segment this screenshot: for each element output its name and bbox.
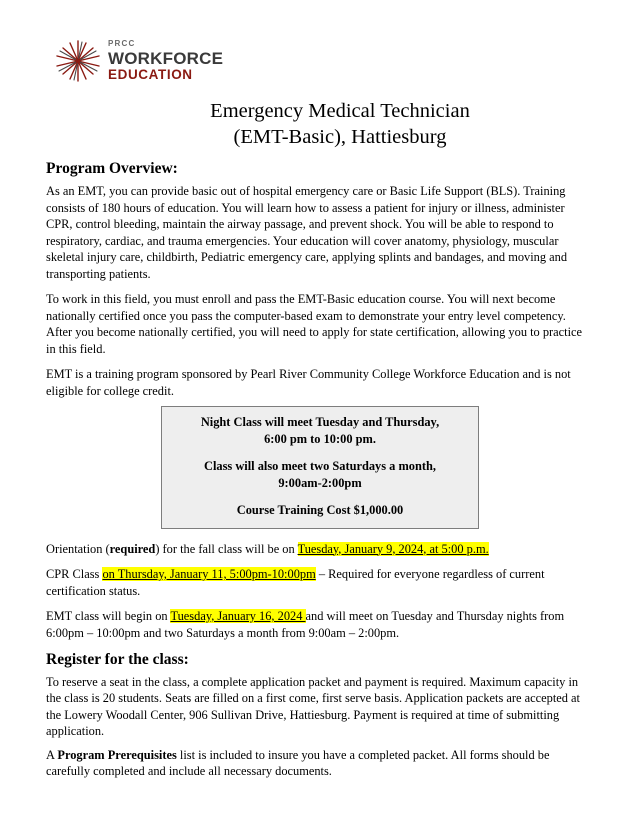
cpr-class-paragraph: [46, 566, 594, 599]
program-overview-paragraph-1: As an EMT, you can provide basic out of hospital emergency care or Basic Life Support (BLS). Training consists of 180 hours of education. You will learn how to assess a patient for injury or illness, administer CPR, control bleeding, maintain the airway passage, and prevent shock. You will be able to respond to respiratory, cardiac, and trauma emergencies. Your education will cover anatomy, physiology, muscular skeletal injury care, childbirth, Pediatric emergency care, applying splints and bandages, and moving and transporting patients.: [46, 184, 568, 281]
callout-line-2: 6:00 pm to 10:00 pm.: [264, 431, 376, 446]
callout-line-5: Course Training Cost $1,000.00: [236, 503, 404, 518]
logo-workforce-label: WORKFORCE: [108, 48, 224, 68]
prereq-text-post: list is included to insure you have a completed packet. All forms should be carefully completed and include all necessary documents.: [46, 747, 550, 779]
cpr-text-post: – Required for everyone regardless of current certification status.: [46, 567, 545, 598]
emt-start-date-highlight: Tuesday, January 16, 2024: [170, 609, 306, 624]
prcc-workforce-education-logo: [54, 38, 594, 84]
orientation-date-highlight: Tuesday, January 9, 2024, at 5:00 p.m.: [297, 541, 489, 556]
prereq-text-pre: A: [46, 747, 58, 762]
register-heading: Register for the class:: [46, 651, 189, 669]
program-overview-heading: Program Overview:: [46, 160, 178, 178]
cpr-text-pre: CPR Class: [46, 567, 103, 582]
prereq-emphasis: Program Prerequisites: [57, 747, 177, 762]
callout-spacer-2: [172, 491, 468, 502]
program-overview-paragraph-2: To work in this field, you must enroll and pass the EMT-Basic education course. You will next become nationally certified once you pass the computer-based exam to demonstrate your entry level competency. After you become nationally certified, you will need to apply for state certification, allowing you to practice in this field.: [46, 292, 583, 356]
program-overview-paragraph-3: EMT is a training program sponsored by Pearl River Community College Workforce Education and is not eligible for college credit.: [46, 367, 571, 398]
logo-education-label: EDUCATION: [108, 66, 193, 82]
callout-spacer: [172, 447, 468, 458]
starburst-icon: [54, 38, 102, 84]
emt-text-pre: EMT class will begin on: [46, 609, 171, 624]
cpr-date-highlight: on Thursday, January 11, 5:00pm-10:00pm: [102, 567, 316, 582]
emt-text-post: and will meet on Tuesday and Thursday nights from 6:00pm – 10:00pm and two Saturdays a month from 9:00am – 2:00pm.: [46, 609, 565, 640]
orientation-required-emphasis: required: [109, 541, 156, 556]
page-title: [46, 98, 594, 150]
orientation-paragraph: [46, 541, 594, 558]
register-paragraph-1: To reserve a seat in the class, a complete application packet and payment is required. Maximum capacity in the class is 20 students. Seats are filled on a first come, first serve basis. Application packets are accepted at the Lowery Woodall Center, 906 Sullivan Drive, Hattiesburg. Payment is required at time of submitting application.: [46, 674, 581, 739]
class-schedule-callout: [161, 406, 479, 529]
page-title-line-1: Emergency Medical Technician: [210, 100, 470, 122]
orientation-text-mid: ) for the fall class will be on: [155, 541, 298, 556]
callout-line-3: Class will also meet two Saturdays a month,: [204, 459, 436, 474]
callout-line-4: 9:00am-2:00pm: [278, 475, 362, 490]
orientation-text-pre: Orientation (: [46, 541, 110, 556]
callout-line-1: Night Class will meet Tuesday and Thursday,: [200, 415, 440, 430]
emt-class-start-paragraph: [46, 608, 594, 641]
logo-prcc-label: PRCC: [108, 38, 136, 48]
register-prerequisites-paragraph: [46, 747, 594, 780]
page-title-line-2: (EMT-Basic), Hattiesburg: [233, 126, 447, 149]
